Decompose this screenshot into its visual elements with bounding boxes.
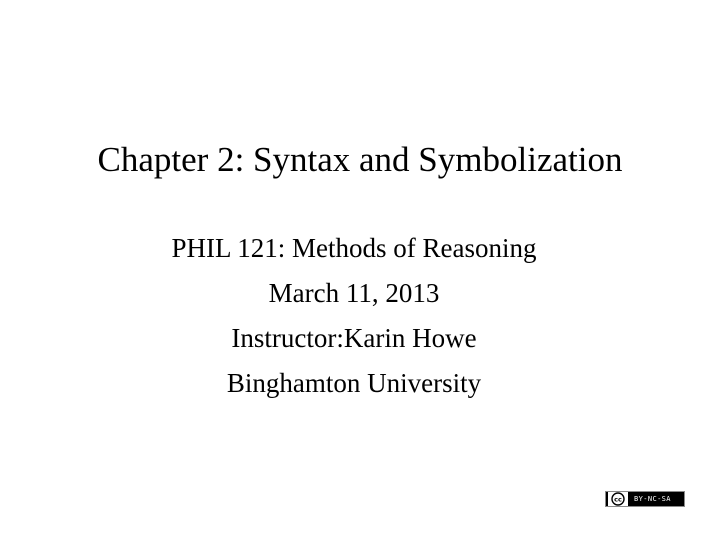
course-line: PHIL 121: Methods of Reasoning xyxy=(171,233,537,263)
university-line: Binghamton University xyxy=(226,368,482,398)
slide-title: Chapter 2: Syntax and Symbolization xyxy=(97,140,623,179)
instructor-line: Instructor:Karin Howe xyxy=(231,323,477,353)
license-badge xyxy=(605,491,685,507)
license-label: BY-NC-SA xyxy=(634,495,671,503)
creative-commons-icon xyxy=(607,492,629,506)
slide-subtitle xyxy=(0,226,708,406)
cc-symbol: cc xyxy=(614,495,622,504)
date-line: March 11, 2013 xyxy=(268,278,440,308)
